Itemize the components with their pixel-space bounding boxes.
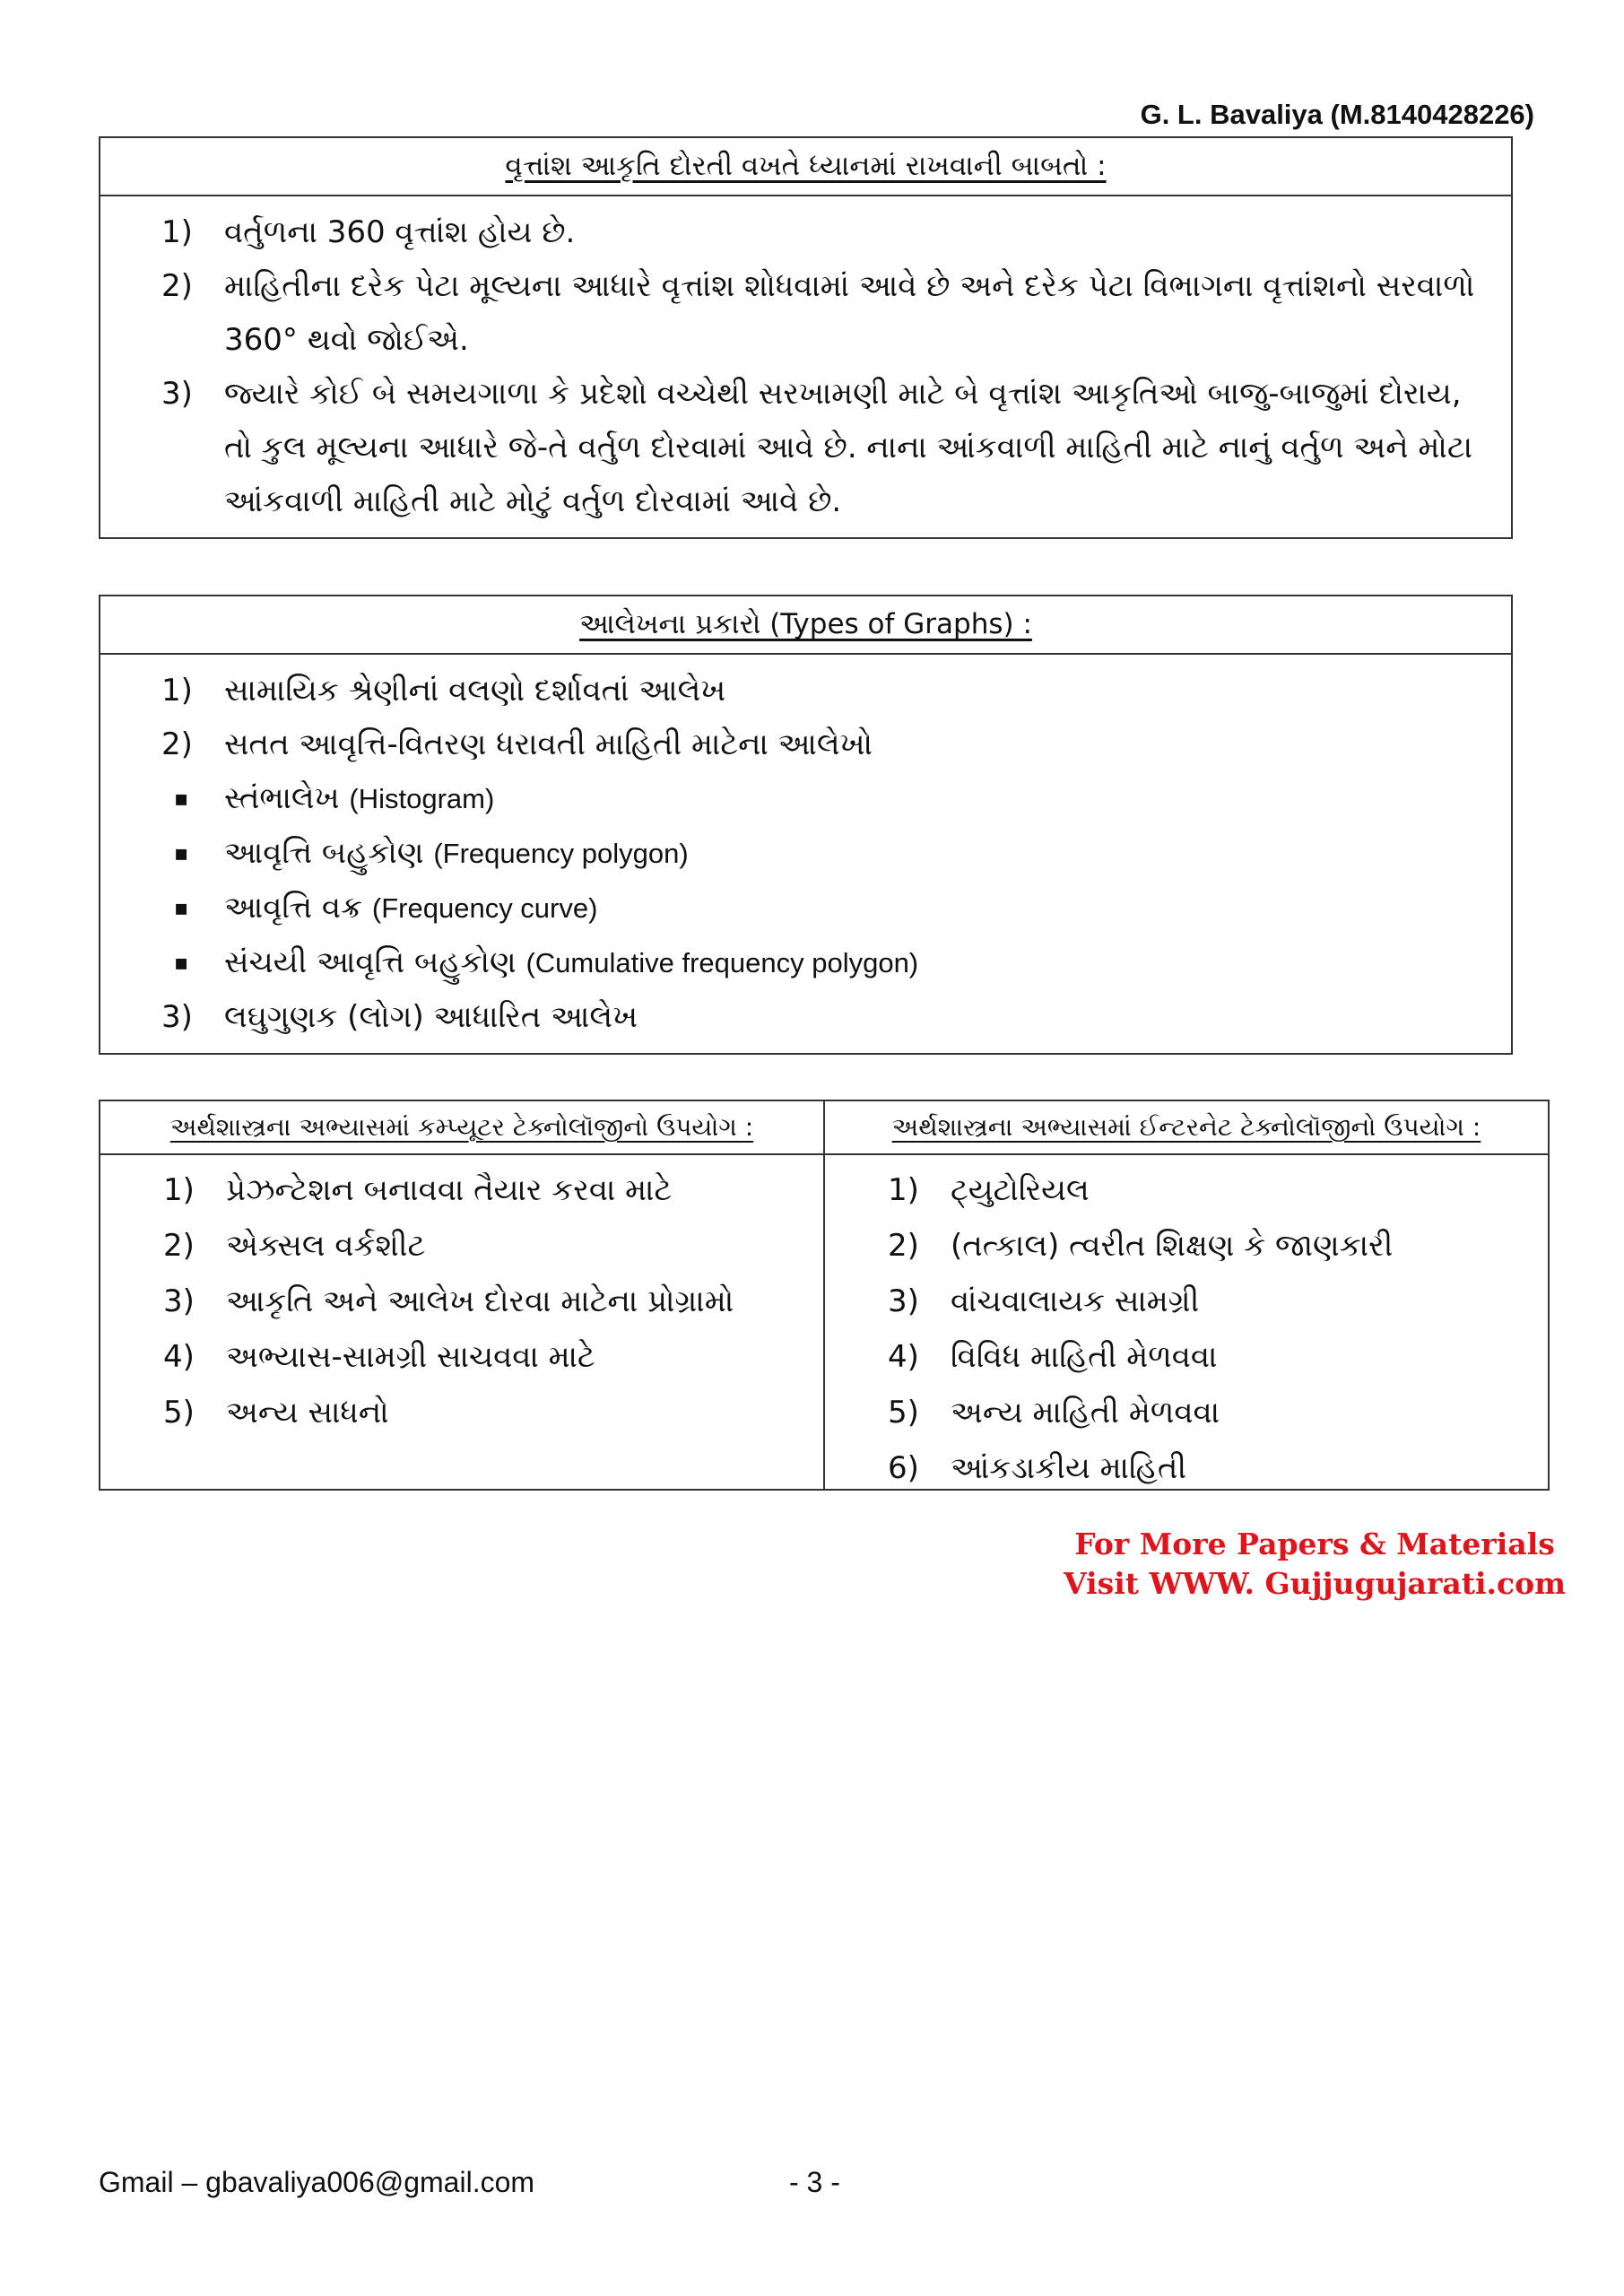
- item-number: 2): [161, 268, 193, 304]
- author-header: G. L. Bavaliya (M.8140428226): [1140, 99, 1534, 130]
- internet-use-column: [823, 1101, 1548, 1489]
- list-item: [163, 1162, 814, 1218]
- item-number: 6): [888, 1450, 919, 1486]
- list-item: [888, 1218, 1539, 1274]
- list-item: [161, 990, 1498, 1044]
- bullet-english: (Frequency curve): [371, 892, 598, 924]
- item-number: 3): [161, 376, 193, 412]
- pie-notes-heading: [100, 138, 1511, 196]
- item-number: 3): [163, 1283, 195, 1319]
- item-text: વાંચવાલાયક સામગ્રી: [951, 1283, 1200, 1319]
- bullet-icon: ▪: [174, 895, 189, 920]
- item-text: (તત્કાલ) ત્વરીત શિક્ષણ કે જાણકારી: [951, 1228, 1394, 1264]
- item-text: વર્તુળના 360 વૃત્તાંશ હોય છે.: [224, 214, 576, 250]
- pie-notes-box: [99, 136, 1513, 539]
- item-number: 4): [888, 1339, 919, 1375]
- item-number: 4): [163, 1339, 195, 1375]
- list-item: [888, 1385, 1539, 1440]
- list-item: [161, 367, 1498, 528]
- technology-table: [99, 1100, 1550, 1491]
- bullet-english: (Histogram): [349, 783, 495, 814]
- item-number: 1): [161, 214, 193, 250]
- item-text: એક્સલ વર્કશીટ: [226, 1228, 426, 1264]
- list-item: [888, 1329, 1539, 1385]
- bullet-item: [161, 771, 1498, 826]
- item-text: સામાયિક શ્રેણીનાં વલણો દર્શાવતાં આલેખ: [224, 673, 726, 709]
- item-text: અન્ય સાધનો: [226, 1395, 389, 1431]
- item-number: 2): [888, 1228, 919, 1264]
- internet-use-heading: [825, 1101, 1548, 1155]
- item-text: આકૃતિ અને આલેખ દોરવા માટેના પ્રોગ્રામો: [226, 1283, 734, 1319]
- item-text: અભ્યાસ-સામગ્રી સાચવવા માટે: [226, 1339, 595, 1375]
- item-number: 1): [163, 1172, 195, 1208]
- bullet-item: [161, 826, 1498, 881]
- computer-use-heading: [100, 1101, 823, 1155]
- item-text: ટ્યુટોરિયલ: [951, 1172, 1090, 1208]
- bullet-text: સ્તંભાલેખ: [224, 780, 340, 816]
- promo-line-2: Visit WWW. Gujjugujarati.com: [1064, 1566, 1566, 1601]
- bullet-item: [161, 935, 1498, 990]
- promo-line-1: For More Papers & Materials: [1074, 1526, 1555, 1561]
- graph-types-box: [99, 595, 1513, 1055]
- list-item: [161, 664, 1498, 718]
- item-number: 3): [161, 999, 193, 1035]
- bullet-text: આવૃત્તિ બહુકોણ: [224, 835, 424, 871]
- graph-types-list: [100, 655, 1511, 1053]
- item-text: સતત આવૃત્તિ-વિતરણ ધરાવતી માહિતી માટેના આલેખો: [224, 726, 873, 762]
- item-text: પ્રેઝન્ટેશન બનાવવા તૈયાર કરવા માટે: [226, 1172, 673, 1208]
- computer-use-title: અર્થશાસ્ત્રના અભ્યાસમાં કમ્પ્યૂટર ટેક્નોલૉજીનો ઉપયોગ :: [169, 1112, 754, 1142]
- list-item: [888, 1440, 1539, 1496]
- footer-email: Gmail – gbavaliya006@gmail.com: [99, 2166, 535, 2198]
- item-text: જ્યારે કોઈ બે સમયગાળા કે પ્રદેશો વચ્ચેથી સરખામણી માટે બે વૃત્તાંશ આકૃતિઓ બાજુ-બાજુમાં દોરાય, તો કુલ મૂલ્યના આધારે જે-તે વર્તુળ દોરવામાં આવે છે. નાના આંકવાળી માહિતી માટે નાનું વર્તુળ અને મોટા આંકવાળી માહિતી માટે મોટું વર્તુળ દોરવામાં આવે છે.: [224, 376, 1473, 519]
- item-number: 1): [888, 1172, 919, 1208]
- computer-use-list: [100, 1155, 823, 1448]
- computer-use-column: [100, 1101, 823, 1489]
- list-item: [163, 1274, 814, 1329]
- bullet-item: [161, 881, 1498, 935]
- graph-types-heading: [100, 596, 1511, 655]
- item-text: લઘુગુણક (લોગ) આધારિત આલેખ: [224, 999, 638, 1035]
- item-text: માહિતીના દરેક પેટા મૂલ્યના આધારે વૃત્તાંશ શોધવામાં આવે છે અને દરેક પેટા વિભાગના વૃત્તાંશનો સરવાળો 360° થવો જોઈએ.: [224, 268, 1475, 358]
- graph-types-title: આલેખના પ્રકારો (Types of Graphs) :: [579, 608, 1032, 640]
- internet-use-title: અર્થશાસ્ત્રના અભ્યાસમાં ઈન્ટરનેટ ટેક્નોલૉજીનો ઉપયોગ :: [891, 1112, 1481, 1142]
- list-item: [161, 259, 1498, 367]
- item-text: વિવિધ માહિતી મેળવવા: [951, 1339, 1218, 1375]
- bullet-icon: ▪: [174, 786, 189, 811]
- pie-notes-title: વૃત્તાંશ આકૃતિ દોરતી વખતે ધ્યાનમાં રાખવાની બાબતો :: [505, 150, 1107, 182]
- internet-use-list: [825, 1155, 1548, 1503]
- item-number: 2): [163, 1228, 195, 1264]
- promo-link[interactable]: [1064, 1525, 1566, 1604]
- bullet-text: સંચયી આવૃત્તિ બહુકોણ: [224, 944, 517, 980]
- bullet-icon: ▪: [174, 950, 189, 975]
- list-item: [163, 1218, 814, 1274]
- item-text: આંકડાકીય માહિતી: [951, 1450, 1187, 1486]
- list-item: [161, 718, 1498, 771]
- list-item: [161, 205, 1498, 259]
- item-number: 2): [161, 726, 193, 762]
- page-number: - 3 -: [789, 2166, 840, 2198]
- item-number: 3): [888, 1283, 919, 1319]
- item-number: 5): [163, 1395, 195, 1431]
- list-item: [888, 1162, 1539, 1218]
- list-item: [888, 1274, 1539, 1329]
- bullet-english: (Cumulative frequency polygon): [525, 947, 919, 978]
- bullet-text: આવૃત્તિ વક્ર: [224, 890, 363, 926]
- bullet-icon: ▪: [174, 840, 189, 865]
- item-text: અન્ય માહિતી મેળવવા: [951, 1395, 1220, 1431]
- item-number: 5): [888, 1395, 919, 1431]
- bullet-english: (Frequency polygon): [433, 838, 689, 869]
- item-number: 1): [161, 673, 193, 709]
- list-item: [163, 1385, 814, 1440]
- pie-notes-list: [100, 196, 1511, 537]
- list-item: [163, 1329, 814, 1385]
